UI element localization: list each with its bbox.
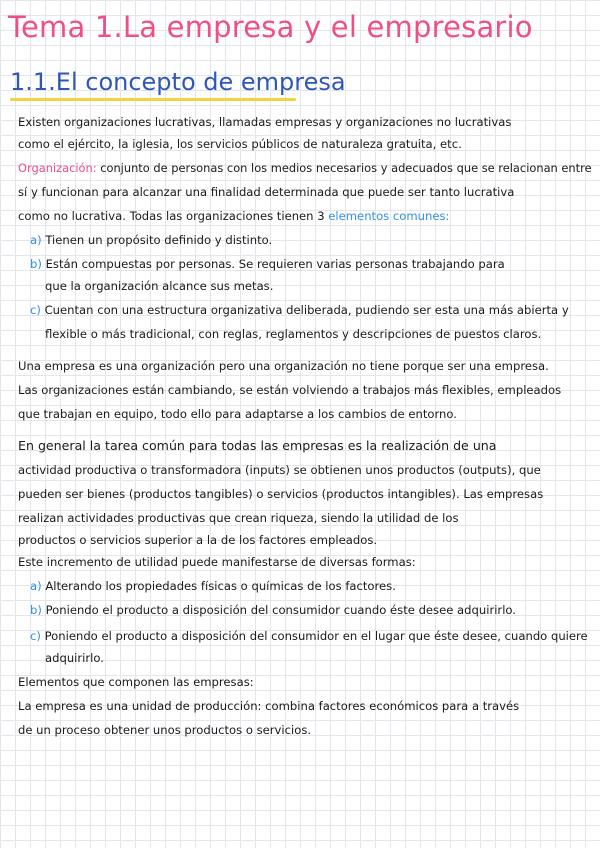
list-item: [30, 602, 516, 618]
list-marker: b): [30, 257, 42, 271]
list-item-text: Alterando los propiedades físicas o químicas de los factores.: [41, 579, 396, 593]
text-line: Existen organizaciones lucrativas, llamadas empresas y organizaciones no lucrativas: [18, 115, 512, 129]
text-line: En general la tarea común para todas las empresas es la realización de una: [18, 438, 497, 453]
text-line: Las organizaciones están cambiando, se están volviendo a trabajos más flexibles, empleados: [18, 383, 562, 397]
highlighted-phrase: elementos comunes:: [328, 209, 450, 223]
text-line: actividad productiva o transformadora (inputs) se obtienen unos productos (outputs), que: [18, 463, 541, 477]
list-item-continuation: que la organización alcance sus metas.: [45, 279, 274, 293]
list-marker: c): [30, 629, 41, 643]
text-line: como el ejército, la iglesia, los servicios públicos de naturaleza gratuita, etc.: [18, 137, 462, 151]
text-line: pueden ser bienes (productos tangibles) o servicios (productos intangibles). Las empresas: [18, 487, 544, 501]
list-item: [30, 256, 505, 272]
text-line: Elementos que componen las empresas:: [18, 675, 254, 689]
text-line: La empresa es una unidad de producción: combina factores económicos para a través: [18, 699, 520, 713]
text-line: realizan actividades productivas que crean riqueza, siendo la utilidad de los: [18, 511, 459, 525]
list-marker: a): [30, 233, 42, 247]
text-line: Una empresa es una organización pero una organización no tiene porque ser una empresa.: [18, 359, 549, 373]
list-item-continuation: adquirirlo.: [45, 651, 104, 665]
list-item: [30, 578, 396, 594]
list-marker: b): [30, 603, 42, 617]
list-marker: a): [30, 579, 42, 593]
text-line: Este incremento de utilidad puede manifestarse de diversas formas:: [18, 555, 416, 569]
list-marker: c): [30, 303, 41, 317]
list-item-text: Están compuestas por personas. Se requieren varias personas trabajando para: [41, 257, 505, 271]
text-line: que trabajan en equipo, todo ello para adaptarse a los cambios de entorno.: [18, 407, 457, 421]
text-line: sí y funcionan para alcanzar una finalidad determinada que puede ser tanto lucrativa: [18, 185, 515, 199]
list-item: [30, 232, 272, 248]
list-item-text: Cuentan con una estructura organizativa deliberada, pudiendo ser esta una más abierta y: [40, 303, 569, 317]
text-line: [18, 160, 592, 176]
text-segment: como no lucrativa. Todas las organizaciones tienen 3: [18, 209, 329, 223]
list-item: [30, 302, 569, 318]
list-item-text: Poniendo el producto a disposición del consumidor en el lugar que éste desee, cuando quiere: [40, 629, 588, 643]
list-item-text: Tienen un propósito definido y distinto.: [41, 233, 273, 247]
heading-highlight: [10, 98, 296, 101]
list-item-text: Poniendo el producto a disposición del consumidor cuando éste desee adquirirlo.: [41, 603, 516, 617]
list-item: [30, 628, 588, 644]
page-title: Tema 1.La empresa y el empresario: [8, 10, 533, 44]
text-line: [18, 208, 449, 224]
list-item-continuation: flexible o más tradicional, con reglas, reglamentos y descripciones de puestos claros.: [45, 327, 542, 341]
definition-text: conjunto de personas con los medios necesarios y adecuados que se relacionan entre: [96, 161, 592, 175]
definition-term: Organización:: [18, 161, 97, 175]
text-line: productos o servicios superior a la de los factores empleados.: [18, 533, 378, 547]
text-line: de un proceso obtener unos productos o servicios.: [18, 723, 312, 737]
section-heading: 1.1.El concepto de empresa: [10, 68, 346, 96]
